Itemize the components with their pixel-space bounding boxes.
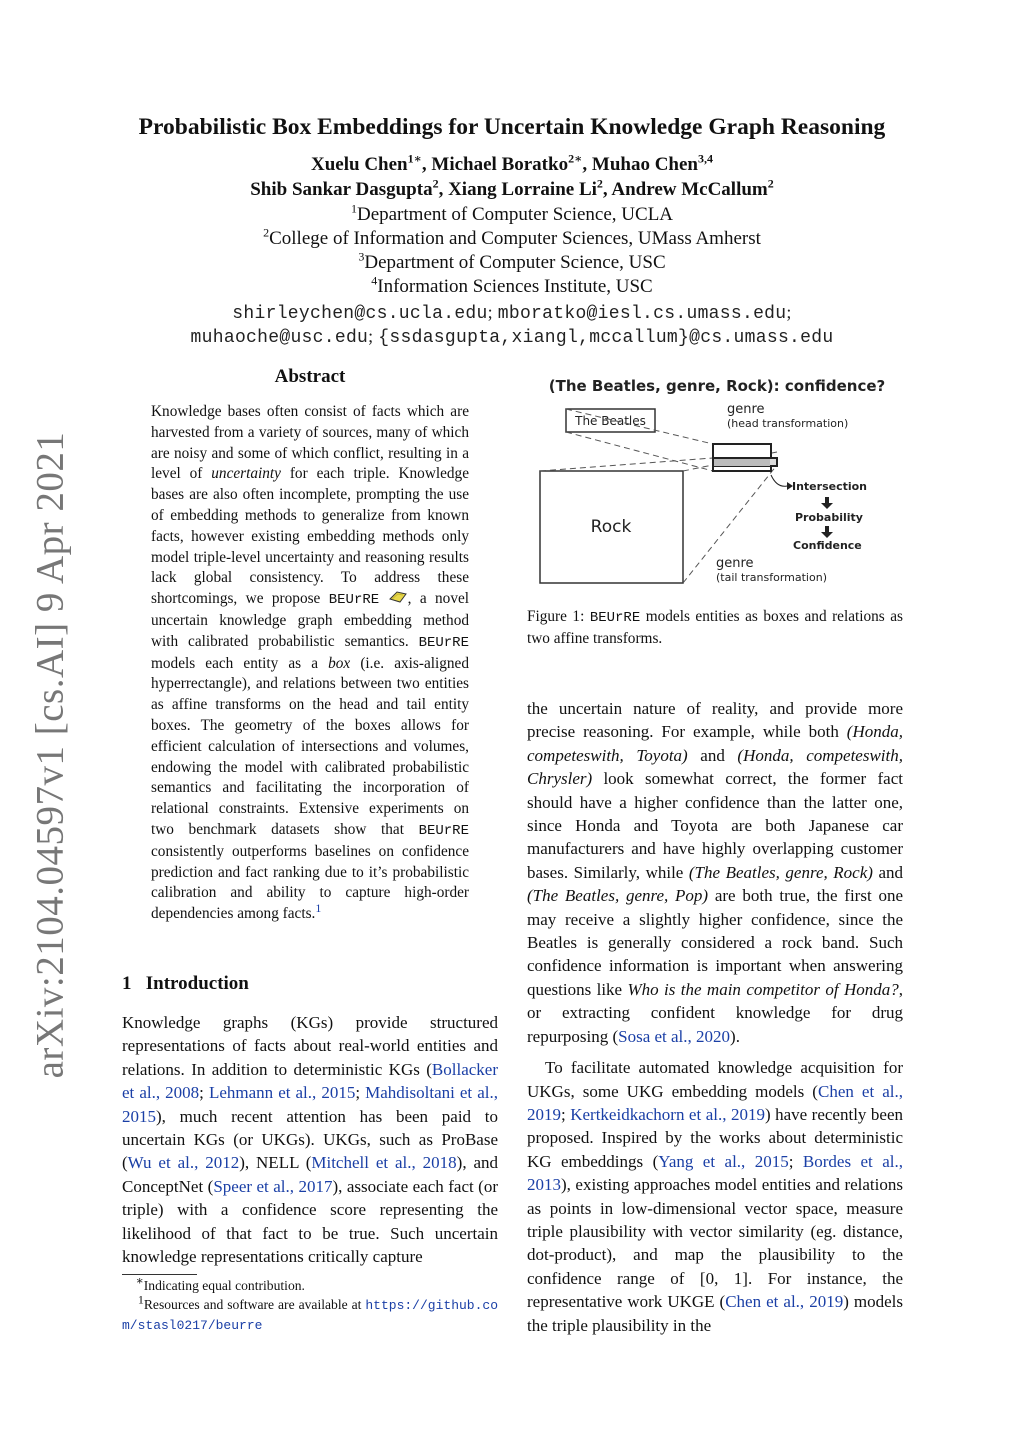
citation-link[interactable]: Mahdisoltani et al., 2015 [122,1083,498,1126]
step-confidence: Confidence [793,539,862,552]
figure-1-diagram [527,372,907,594]
model-name: BEUrRE [328,592,380,609]
footnote-rule [122,1274,197,1275]
arxiv-stamp [20,431,80,1079]
author-line-1: Xuelu Chen$^{1∗}$, Michael Boratko$^{2∗}$, Muhao Chen$^{3,4}$ [311,151,713,175]
affiliation [0,273,1024,298]
projection-line [566,432,713,471]
genre-top-label: genre [727,402,765,417]
author-name: Andrew McCallum [611,179,768,200]
tail-transform-label: (tail transformation) [716,571,827,584]
citation-link[interactable]: Yang et al., 2015 [658,1151,789,1171]
model-name: BEUrRE [418,634,469,651]
citation-link[interactable]: Lehmann et al., 2015 [208,1083,356,1103]
abstract-heading: Abstract [274,366,346,387]
citation-link[interactable]: Kertkeidkachorn et al., 2019 [570,1104,765,1124]
affiliation-sup: 4 [371,273,378,288]
citation-link[interactable]: Sosa et al., 2020 [618,1026,731,1046]
beurre-logo-icon [388,590,408,604]
affiliation-sup: 2 [263,225,270,240]
down-arrow-icon [821,497,833,509]
author-name: Muhao Chen [591,154,698,175]
abstract-body: Knowledge bases often consist of facts which are harvested from a variety of sources, many of which are noisy and some of which conflict, resulting in a level of uncertainty for each triple. Knowledge bases are also often incomplete, prompting the use of embedding methods to generalize from known facts, however existing embedding methods only model triple-level uncertainty and reasoning results lack global consistency. To address these shortcomings, we propose BEUrRE , a novel uncertain knowledge graph embedding method with calibrated probabilistic semantics. BEUrRE models each entity as a box (i.e. axis-aligned hyperrectangle), and relations between two entities as affine transforms on the head and tail entity boxes. The geometry of the boxes allows for efficient calculation of intersections and volumes, endowing the model with calibrated probabilistic semantics and facilitating the incorporation of relational constraints. Extensive experiments on two benchmark datasets show that BEUrRE consistently outperforms baselines on confidence prediction and fact ranking due to it’s probabilistic calibration and ability to capture high-order dependencies among facts.$^1$ [151,403,470,923]
paper-title: Probabilistic Box Embeddings for Uncertain Knowledge Graph Reasoning [138,114,886,140]
section-heading: 1 Introduction [122,973,249,994]
down-arrow-icon [821,526,833,538]
tail-entity-label: Rock [590,517,632,537]
figure-1 [527,372,907,594]
citation-link[interactable]: Speer et al., 2017 [213,1176,333,1196]
footnote: ∗Indicating equal contribution. [135,1273,305,1293]
affiliation-text: Department of Computer Science, USC [364,252,666,273]
affiliation-text: College of Information and Computer Sciences, UMass Amherst [269,228,761,249]
author-sup: 1∗ [407,151,422,166]
pointer-arrow [771,475,787,486]
head-entity-label: The Beatles [575,414,646,428]
email[interactable]: {ssdasgupta,xiangl,mccallum}@cs.umass.edu [378,328,834,348]
step-probability: Probability [795,511,863,524]
figure-caption: Figure 1: BEUrRE models entities as boxes and relations as two affine transforms. [527,608,903,647]
citation-link[interactable]: Bollacker et al., 2008 [122,1059,498,1103]
repo-link[interactable]: https://github.com/stasl0217/beurre [122,1298,498,1333]
email-line-2: muhaoche@usc.edu; {ssdasgupta,xiangl,mccallum}@cs.umass.edu [190,326,834,348]
email[interactable]: mboratko@iesl.cs.umass.edu [497,304,787,324]
affiliation-text: Department of Computer Science, UCLA [356,204,674,225]
affiliation [0,249,1024,274]
citation-link[interactable]: Wu et al., 2012 [127,1153,240,1173]
intersection-region [714,459,770,466]
author-name: Shib Sankar Dasgupta [250,179,433,200]
footnote: $^1$Resources and software are available at https://github.com/stasl0217/beurre [122,1292,498,1333]
author-name: Xuelu Chen [311,154,408,175]
body-paragraph: To facilitate automated knowledge acquisition for UKGs, some UKG embedding models (Chen et al., 2019; Kertkeidkachorn et al., 2019) have recently been proposed. Inspired by the works about deterministic KG embeddings (Yang et al., 2015; Bordes et al., 2013), existing approaches model entities and relations as points in low-dimensional vector space, measure triple plausibility with vector similarity (eg. distance, dot-product), and map the plausibility to the confidence range of [0, 1]. For instance, the representative work UKGE (Chen et al., 2019) models the triple plausibility in the [527,1058,904,1335]
citation-link[interactable]: Bordes et al., 2013 [527,1151,903,1195]
step-intersection: Intersection [792,480,868,493]
footnote-link[interactable]: 1 [315,901,322,916]
author-name: Michael Boratko [431,154,569,175]
citation-link[interactable]: Chen et al., 2019 [725,1292,844,1312]
model-name: BEUrRE [418,822,469,839]
affiliation-text: Information Sciences Institute, USC [377,276,653,297]
author-sup: 2 [596,176,603,191]
author-sup: 2 [767,176,774,191]
citation-link[interactable]: Chen et al., 2019 [527,1081,904,1124]
intro-paragraph: Knowledge graphs (KGs) provide structured representations of facts about real-world entities and relations. In addition to deterministic KGs (Bollacker et al., 2008; Lehmann et al., 2015; Mahdisoltani et al., 2015), much recent attention has been paid to uncertain KGs (or UKGs). UKGs, such as ProBase (Wu et al., 2012), NELL (Mitchell et al., 2018), and ConceptNet (Speer et al., 2017), associate each fact (or triple) with a confidence score representing the likelihood of that fact to be true. Such uncertain knowledge representations critically capture [122,1013,499,1267]
affiliation [0,201,1024,226]
footnotes [122,1273,498,1335]
author-sup: 3,4 [698,151,713,166]
arxiv-stamp-text: arXiv:2104.04597v1 [cs.AI] 9 Apr 2021 [28,431,72,1079]
author-line-2: Shib Sankar Dasgupta$^2$, Xiang Lorraine Li$^2$, Andrew McCallum$^2$ [250,176,774,200]
author-name: Xiang Lorraine Li [448,179,597,200]
affiliation-sup: 1 [350,201,357,216]
affiliation [0,225,1024,250]
figure-title: (The Beatles, genre, Rock): confidence? [548,377,886,395]
email[interactable]: shirleychen@cs.ucla.edu [232,304,488,324]
body-paragraph: the uncertain nature of reality, and provide more precise reasoning. For example, while both (Honda, competeswith, Toyota) and (Honda, competeswith, Chrysler) look somewhat correct, the former fact should have a higher confidence than the latter one, since Honda and Toyota are both Japanese car manufacturers and have highly overlapping customer bases. Similarly, while (The Beatles, genre, Rock) and (The Beatles, genre, Pop) are both true, the first one may receive a slightly higher confidence, since the Beatles is generally considered a rock band. Such confidence information is important when answering questions like Who is the main competitor of Honda?, or extracting confident knowledge for drug repurposing (Sosa et al., 2020). [527,699,904,1046]
model-name: BEUrRE [589,610,641,626]
head-transform-label: (head transformation) [727,417,849,430]
author-sup: 2 [432,176,439,191]
citation-link[interactable]: Mitchell et al., 2018 [311,1153,457,1173]
email-line-1: shirleychen@cs.ucla.edu; mboratko@iesl.cs.umass.edu; [232,302,792,324]
right-column [527,697,903,1337]
email[interactable]: muhaoche@usc.edu [190,328,369,348]
genre-bottom-label: genre [716,556,754,571]
affiliation-sup: 3 [358,249,365,264]
author-sup: 2∗ [568,151,583,166]
